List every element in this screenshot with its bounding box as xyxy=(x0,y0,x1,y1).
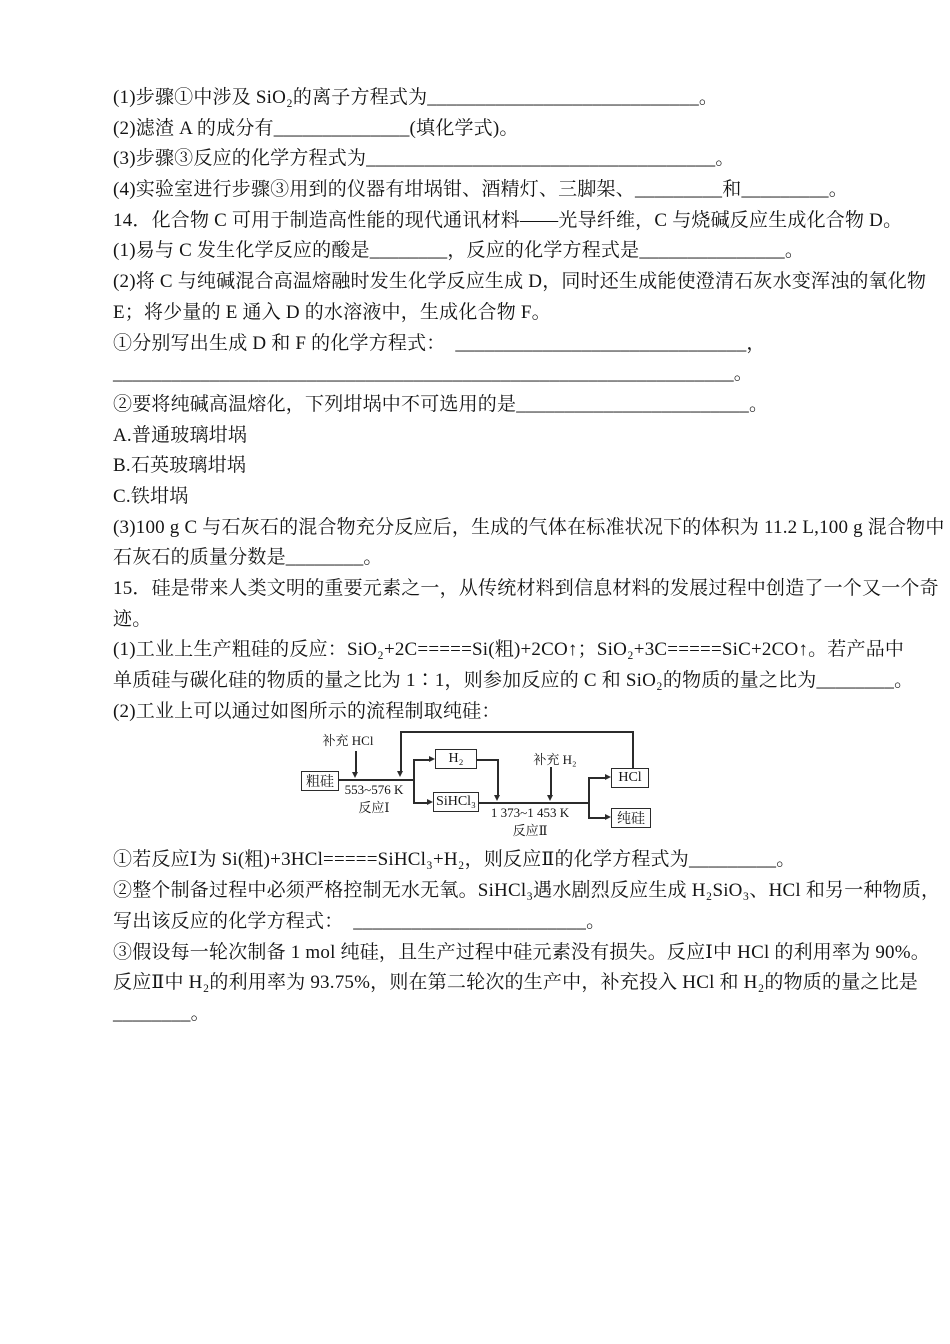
line-to-hcl xyxy=(588,777,605,779)
temp1-label: 553~576 K xyxy=(344,782,404,798)
sihcl3-box: SiHCl₃ xyxy=(433,792,479,812)
q14-stem: 14．化合物 C 可用于制造高性能的现代通讯材料——光导纤维，C 与烧碱反应生成化合物 D。 xyxy=(113,209,903,231)
hcl-box: HCl xyxy=(611,768,649,788)
document-body xyxy=(113,83,945,1030)
split1-vertical xyxy=(413,759,415,803)
q15-sub3-line2: 反应Ⅱ中 H₂的利用率为 93.75%，则在第二轮次的生产中，补充投入 HCl 和 H₂的物质的量之比是 xyxy=(113,972,919,994)
supplement-h2-label: 补充 H₂ xyxy=(533,752,577,768)
q14-part3-line2: 石灰石的质量分数是________。 xyxy=(113,547,383,569)
q15-part2-intro: (2)工业上可以通过如图所示的流程制取纯硅： xyxy=(113,700,501,722)
reaction2-label: 反应Ⅱ xyxy=(512,823,548,839)
recycle-arrow-down-icon xyxy=(397,771,403,777)
arrow-into-sihcl3-icon xyxy=(427,799,433,805)
q15-stem-line2: 迹。 xyxy=(113,608,152,630)
q15-part1-line1: (1)工业上生产粗硅的反应：SiO₂+2C=====Si(粗)+2CO↑；SiO₂+3C=====SiC+2CO↑。若产品中 xyxy=(113,639,905,661)
q15-sub2-line1: ②整个制备过程中必须严格控制无水无氧。SiHCl₃遇水剧烈反应生成 H₂SiO₃、HCl 和另一种物质， xyxy=(113,880,941,902)
q15-stem-line1: 15．硅是带来人类文明的重要元素之一，从传统材料到信息材料的发展过程中创造了一个又一个奇 xyxy=(113,578,939,599)
recycle-vertical-right xyxy=(632,731,634,768)
supplement-h2-arrow-icon xyxy=(547,795,553,801)
split2-vertical xyxy=(588,777,590,818)
q14-sub1-line1: ①分别写出生成 D 和 F 的化学方程式： ______________________________， xyxy=(113,332,766,354)
q14-sub1-line2: ________________________________________________________________。 xyxy=(113,363,753,385)
q14-part2-line2: E；将少量的 E 通入 D 的水溶液中，生成化合物 F。 xyxy=(113,301,551,323)
h2-out-horizontal xyxy=(477,759,498,761)
q14-option-b: B.石英玻璃坩埚 xyxy=(113,455,247,477)
crude-silicon-box: 粗硅 xyxy=(301,771,339,791)
q14-part3-line1: (3)100 g C 与石灰石的混合物充分反应后，生成的气体在标准状况下的体积为 11.2 L,100 g 混合物中 xyxy=(113,516,945,538)
line-to-h2 xyxy=(413,759,429,761)
q14-option-c: C.铁坩埚 xyxy=(113,485,189,507)
q15-sub3-line3: ________。 xyxy=(113,1002,210,1024)
q14-option-a: A.普通玻璃坩埚 xyxy=(113,424,248,446)
h2-box: H₂ xyxy=(435,749,477,769)
q14-sub2: ②要将纯碱高温熔化，下列坩埚中不可选用的是________________________。 xyxy=(113,393,769,415)
reaction1-label: 反应Ⅰ xyxy=(358,800,390,816)
recycle-top-line xyxy=(400,731,633,733)
q15-part1-line2: 单质硅与碳化硅的物质的量之比为 1∶1，则参加反应的 C 和 SiO₂的物质的量之比为________。 xyxy=(113,670,914,692)
q13-part2: (2)滤渣 A 的成分有______________(填化学式)。 xyxy=(113,117,519,139)
arrow-into-h2-icon xyxy=(429,756,435,762)
pure-silicon-box: 纯硅 xyxy=(611,808,651,828)
main-line-1 xyxy=(339,779,414,781)
q13-part4: (4)实验室进行步骤③用到的仪器有坩埚钳、酒精灯、三脚架、_________和_________。 xyxy=(113,179,848,201)
q13-part3: (3)步骤③反应的化学方程式为____________________________________。 xyxy=(113,148,735,170)
supplement-hcl-arrow-line xyxy=(355,751,357,772)
h2-down-vertical xyxy=(497,759,499,795)
q14-part2-line1: (2)将 C 与纯碱混合高温熔融时发生化学反应生成 D，同时还生成能使澄清石灰水变浑浊的氧化物 xyxy=(113,271,927,293)
q15-sub3-line1: ③假设每一轮次制备 1 mol 纯硅，且生产过程中硅元素没有损失。反应Ⅰ中 HCl 的利用率为 90%。 xyxy=(113,941,930,963)
recycle-down-left xyxy=(400,731,402,771)
supplement-hcl-arrow-icon xyxy=(352,772,358,778)
q13-part1: (1)步骤①中涉及 SiO₂的离子方程式为____________________________。 xyxy=(113,87,719,108)
arrow-into-pure-si-icon xyxy=(605,814,611,820)
flow-diagram xyxy=(295,727,665,845)
line-to-sihcl3 xyxy=(413,802,427,804)
supplement-h2-arrow-line xyxy=(550,767,552,795)
arrow-into-hcl-icon xyxy=(605,774,611,780)
q15-sub1: ①若反应Ⅰ为 Si(粗)+3HCl=====SiHCl₃+H₂，则反应Ⅱ的化学方程式为_________。 xyxy=(113,849,796,871)
q15-sub2-line2: 写出该反应的化学方程式： ________________________。 xyxy=(113,910,606,932)
supplement-hcl-label: 补充 HCl xyxy=(322,733,374,749)
line-to-pure-si xyxy=(588,817,605,819)
temp2-label: 1 373~1 453 K xyxy=(490,805,570,821)
q14-part1: (1)易与 C 发生化学反应的酸是________，反应的化学方程式是_______________。 xyxy=(113,240,805,262)
h2-join-arrow-icon xyxy=(494,795,500,801)
main-line-2 xyxy=(479,802,589,804)
